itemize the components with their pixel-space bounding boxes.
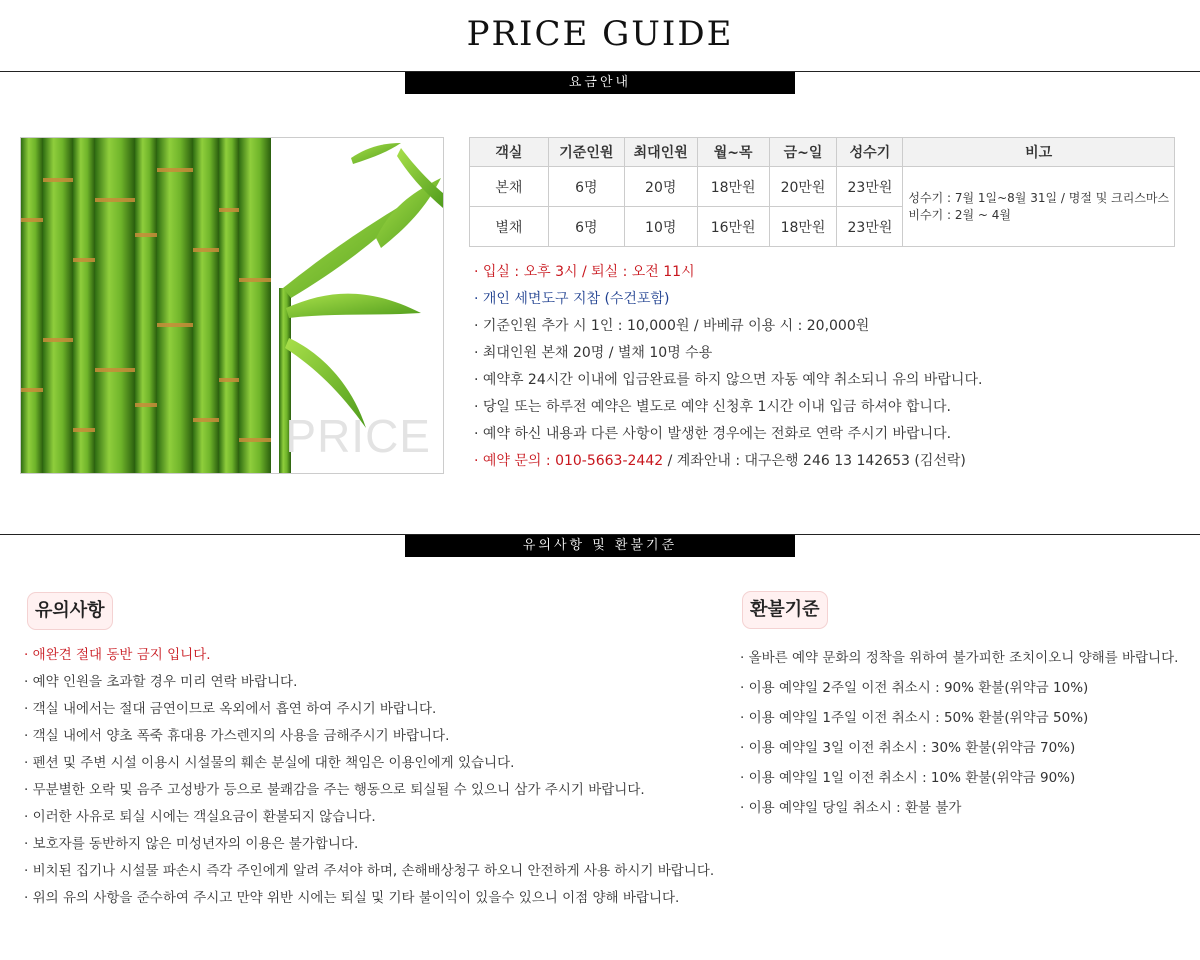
list-item: · 보호자를 동반하지 않은 미성년자의 이용은 불가합니다.: [24, 836, 359, 852]
table-cell: 18만원: [697, 167, 769, 207]
list-item: · 위의 유의 사항을 준수하여 주시고 만약 위반 시에는 퇴실 및 기타 불이익이 있을수 있으니 이점 양해 바랍니다.: [24, 890, 680, 906]
toiletries-info: · 개인 세면도구 지참 (수건포함): [474, 291, 670, 307]
extra-fee-info: · 기준인원 추가 시 1인 : 10,000원 / 바베큐 이용 시 : 20,000원: [474, 318, 870, 334]
checkin-info: · 입실 : 오후 3시 / 퇴실 : 오전 11시: [474, 264, 695, 280]
table-note-cell: [903, 167, 1175, 247]
table-cell: 16만원: [697, 207, 769, 247]
header-weekday: 월~목: [697, 138, 769, 167]
list-item: · 이러한 사유로 퇴실 시에는 객실요금이 환불되지 않습니다.: [24, 809, 376, 825]
max-people-info: · 최대인원 본채 20명 / 별채 10명 수용: [474, 345, 713, 361]
table-cell: 23만원: [837, 167, 903, 207]
table-cell: 20명: [624, 167, 697, 207]
list-item: · 이용 예약일 1주일 이전 취소시 : 50% 환불(위약금 50%): [740, 710, 1089, 726]
list-item: · 비치된 집기나 시설물 파손시 즉각 주인에게 알려 주셔야 하며, 손해배상청구 하오니 안전하게 사용 하시기 바랍니다.: [24, 863, 715, 879]
note-peak-season: 성수기 : 7월 1일~8월 31일 / 명절 및 크리스마스: [908, 190, 1170, 205]
reservation-phone: · 예약 문의 : 010-5663-2442: [474, 453, 664, 469]
list-item: · 이용 예약일 당일 취소시 : 환불 불가: [740, 800, 962, 816]
list-item: · 객실 내에서는 절대 금연이므로 옥외에서 흡연 하여 주시기 바랍니다.: [24, 701, 437, 717]
header-note: 비고: [903, 138, 1175, 167]
bamboo-photo: [20, 137, 444, 474]
refund-list: [740, 643, 1178, 823]
price-table: [469, 137, 1175, 247]
header-base-people: 기준인원: [548, 138, 624, 167]
table-cell: 본채: [470, 167, 549, 207]
table-header-row: [470, 138, 1175, 167]
list-item: · 예약 인원을 초과할 경우 미리 연락 바랍니다.: [24, 674, 298, 690]
page-title: PRICE GUIDE: [466, 14, 734, 54]
section-bar-notice: 유의사항 및 환불기준: [405, 535, 795, 557]
bank-account: / 계좌안내 : 대구은행 246 13 142653 (김선락): [663, 453, 966, 469]
contact-change-info: · 예약 하신 내용과 다른 사항이 발생한 경우에는 전화로 연락 주시기 바랍니다.: [474, 426, 952, 442]
header-peak: 성수기: [837, 138, 903, 167]
table-cell: 18만원: [769, 207, 837, 247]
contact-info: [474, 449, 982, 476]
header-room: 객실: [470, 138, 549, 167]
deposit-info: · 예약후 24시간 이내에 입금완료를 하지 않으면 자동 예약 취소되니 유의 바랍니다.: [474, 372, 983, 388]
refund-heading: 환불기준: [742, 591, 828, 629]
header-weekend: 금~일: [769, 138, 837, 167]
list-item: · 이용 예약일 1일 이전 취소시 : 10% 환불(위약금 90%): [740, 770, 1076, 786]
table-cell: 6명: [548, 207, 624, 247]
list-item: · 이용 예약일 3일 이전 취소시 : 30% 환불(위약금 70%): [740, 740, 1076, 756]
section-bar-price: 요금안내: [405, 72, 795, 94]
table-cell: 20만원: [769, 167, 837, 207]
table-cell: 10명: [624, 207, 697, 247]
info-list: [474, 260, 982, 476]
list-item: · 애완견 절대 동반 금지 입니다.: [24, 647, 211, 663]
cautions-list: [24, 642, 714, 912]
table-row: [470, 167, 1175, 207]
note-off-season: 비수기 : 2월 ~ 4월: [908, 207, 1011, 222]
list-item: · 펜션 및 주변 시설 이용시 시설물의 훼손 분실에 대한 책임은 이용인에게 있습니다.: [24, 755, 515, 771]
list-item: · 객실 내에서 양초 폭죽 휴대용 가스렌지의 사용을 금해주시기 바랍니다.: [24, 728, 450, 744]
table-cell: 별채: [470, 207, 549, 247]
header-max-people: 최대인원: [624, 138, 697, 167]
table-cell: 6명: [548, 167, 624, 207]
list-item: · 올바른 예약 문화의 정착을 위하여 불가피한 조치이오니 양해를 바랍니다.: [740, 650, 1179, 666]
list-item: · 무분별한 오락 및 음주 고성방가 등으로 불쾌감을 주는 행동으로 퇴실될 수 있으니 삼가 주시기 바랍니다.: [24, 782, 645, 798]
photo-overlay-text: PRICE: [285, 410, 431, 462]
same-day-info: · 당일 또는 하루전 예약은 별도로 예약 신청후 1시간 이내 입금 하셔야 합니다.: [474, 399, 951, 415]
cautions-heading: 유의사항: [27, 592, 113, 630]
table-cell: 23만원: [837, 207, 903, 247]
list-item: · 이용 예약일 2주일 이전 취소시 : 90% 환불(위약금 10%): [740, 680, 1089, 696]
